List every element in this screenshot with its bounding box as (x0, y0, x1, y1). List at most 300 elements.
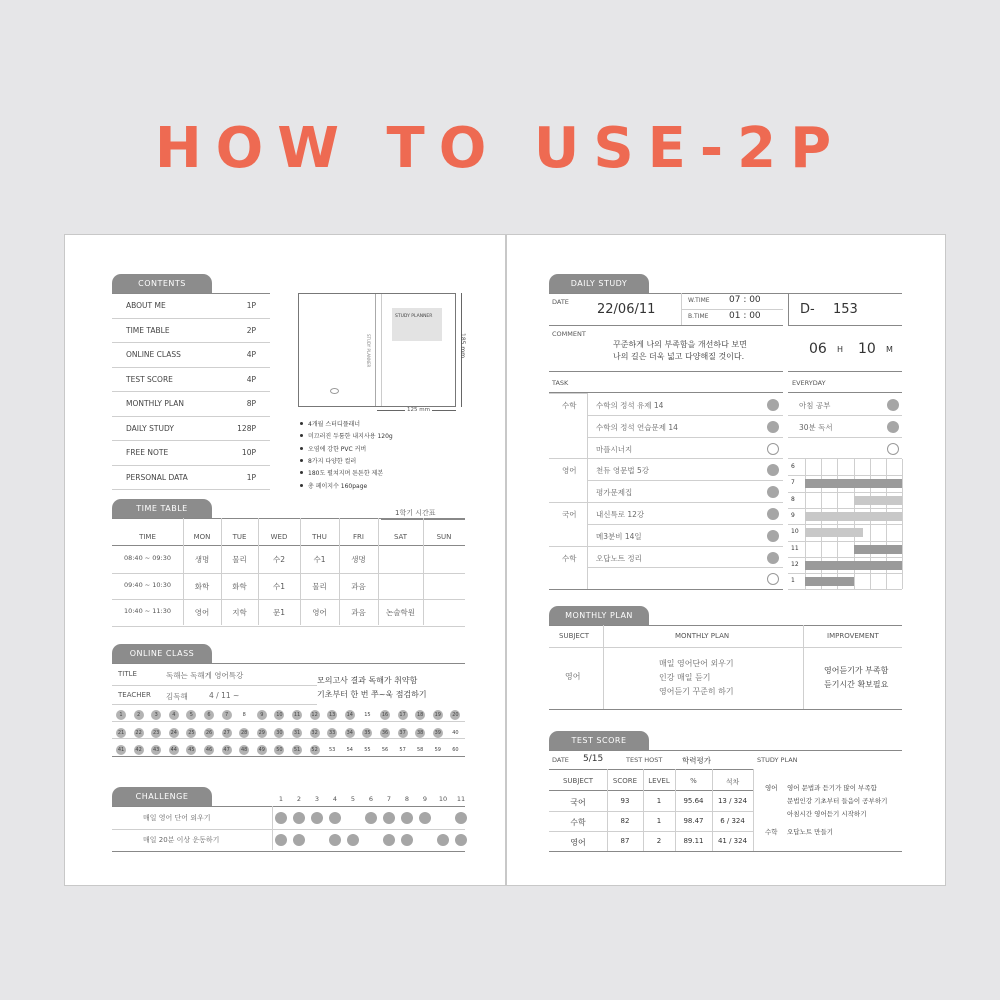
toc-label: FREE NOTE (126, 448, 169, 458)
session-24: 24 (170, 729, 177, 736)
session-6: 6 (204, 710, 214, 720)
task-subject: 영어 (562, 466, 577, 476)
divider (378, 518, 379, 625)
monthly-subject: 영어 (565, 672, 581, 681)
session-36: 36 (381, 729, 389, 736)
session-12: 12 (311, 712, 318, 718)
divider (587, 502, 783, 503)
session-3: 3 (151, 710, 161, 720)
session-48: 48 (241, 747, 248, 753)
toc-row (112, 392, 270, 417)
divider (258, 518, 259, 625)
timetable-header: THU (312, 533, 327, 541)
width-label: 125 mm (407, 407, 430, 413)
challenge-done-dot (293, 812, 305, 824)
divider (587, 524, 783, 525)
task-check-done[interactable] (767, 421, 779, 433)
task-check-done[interactable] (767, 552, 779, 564)
divider (272, 806, 273, 850)
session-47: 47 (223, 747, 230, 753)
session-5: 5 (186, 710, 196, 720)
session-49: 49 (258, 747, 265, 753)
session-13: 13 (329, 712, 336, 718)
score-cell: 1 (656, 817, 662, 825)
monthly-plan-tab: MONTHLY PLAN (549, 606, 649, 625)
divider (549, 589, 783, 590)
session-25: 25 (188, 729, 195, 736)
timetable-cell: 08:40 ~ 09:30 (123, 554, 172, 562)
toc-label: ABOUT ME (126, 301, 166, 311)
divider (549, 811, 753, 812)
divider (549, 502, 587, 503)
timetable-cell: 과음 (351, 608, 366, 617)
minutes-unit: M (886, 345, 893, 354)
timetable-header: TIME (139, 533, 156, 541)
feature-item: 4개월 스터디플래너 (308, 421, 361, 428)
score-cell: 89.11 (683, 837, 704, 845)
toc-label: PERSONAL DATA (126, 472, 188, 482)
bullet-icon (300, 471, 303, 474)
online-memo-2: 기초부터 한 번 쭈~욱 점검하기 (317, 690, 427, 699)
challenge-day: 4 (332, 795, 338, 803)
test-host-value: 학력평가 (682, 756, 711, 765)
timetable-cell: 영어 (194, 608, 210, 617)
task-text: 평가문제집 (596, 488, 633, 498)
challenge-day: 6 (368, 795, 374, 803)
bullet-icon (300, 422, 303, 425)
timetable-cell: 영어 (312, 608, 327, 617)
session-27: 27 (223, 729, 230, 736)
session-55: 55 (364, 747, 371, 753)
online-date-value: 4 / 11 ~ (209, 691, 240, 700)
task-check-done[interactable] (767, 486, 779, 498)
challenge-day: 2 (296, 795, 302, 803)
timetable-cell: 09:40 ~ 10:30 (123, 580, 172, 589)
cover-emblem-icon (330, 388, 339, 394)
divider (549, 790, 753, 791)
everyday-check-empty[interactable] (887, 443, 899, 455)
session-21: 21 (117, 729, 125, 736)
score-cell: 1 (656, 797, 662, 805)
dday-value: 153 (833, 302, 858, 317)
toc-page: 10P (241, 448, 256, 458)
session-28: 28 (241, 729, 248, 736)
session-59: 59 (434, 747, 441, 753)
session-19: 19 (434, 712, 441, 718)
monthly-plan-3: 영어듣기 꾸준히 하기 (659, 687, 734, 696)
timetable-term: 1학기 시간표 (395, 509, 436, 517)
task-text: 수학의 정석 연습문제 14 (596, 422, 678, 432)
toc-page: 1P (246, 472, 256, 482)
toc-page: 128P (237, 423, 256, 433)
toc-row (112, 466, 270, 491)
everyday-label: EVERYDAY (792, 379, 826, 387)
divider (902, 459, 903, 589)
task-check-done[interactable] (767, 399, 779, 411)
session-38: 38 (417, 729, 424, 736)
challenge-label: 매일 20분 이상 운동하기 (143, 836, 220, 844)
session-57: 57 (399, 747, 406, 753)
divider (300, 518, 301, 625)
divider (788, 589, 902, 590)
challenge-done-dot (275, 834, 287, 846)
height-label: 185 mm (459, 333, 466, 359)
monthly-plan-1: 매일 영어단어 외우기 (659, 659, 734, 668)
session-18: 18 (417, 712, 424, 718)
score-cell: 95.64 (683, 797, 704, 805)
toc-page: 2P (246, 325, 256, 335)
session-33: 33 (329, 729, 336, 736)
hours-unit: H (837, 345, 844, 354)
divider (339, 518, 340, 625)
planner-illustration (298, 293, 456, 407)
session-11: 11 (293, 712, 301, 718)
session-26: 26 (205, 729, 213, 736)
score-header: SUBJECT (562, 777, 594, 785)
study-plan-line: 오답노트 만들기 (787, 828, 834, 836)
challenge-done-dot (401, 812, 413, 824)
challenge-day: 3 (314, 795, 320, 803)
score-cell: 13 / 324 (717, 797, 748, 805)
challenge-label: 매일 영어 단어 외우기 (143, 814, 211, 822)
session-8: 8 (242, 712, 246, 718)
cover-title: STUDY PLANNER (395, 314, 433, 319)
divider (712, 769, 713, 851)
session-51: 51 (293, 747, 301, 753)
task-text: 마플시너지 (596, 444, 633, 454)
challenge-done-dot (311, 812, 323, 824)
session-7: 7 (222, 710, 232, 720)
toc-label: MONTHLY PLAN (126, 399, 184, 409)
bullet-icon (300, 447, 303, 450)
timeline-hour: 10 (791, 528, 799, 536)
toc-page: 4P (246, 350, 256, 360)
divider (549, 831, 753, 832)
task-check-empty[interactable] (767, 573, 779, 585)
session-30: 30 (276, 729, 283, 736)
divider (788, 415, 902, 416)
monthly-header-plan: MONTHLY PLAN (675, 632, 730, 640)
spine-text: STUDY PLANNER (366, 334, 371, 368)
challenge-done-dot (401, 834, 413, 846)
task-text: 천듀 영문법 5강 (596, 466, 650, 476)
challenge-done-dot (293, 834, 305, 846)
contents-tab: CONTENTS (112, 274, 212, 293)
divider (112, 599, 465, 600)
timeline-bar (805, 528, 863, 537)
timetable-cell: 물리 (312, 581, 327, 591)
study-plan-subject: 영어 (765, 784, 778, 792)
divider (112, 829, 465, 830)
feature-item: 8가지 다양한 컬러 (308, 457, 357, 465)
divider (643, 769, 644, 851)
session-41: 41 (117, 747, 125, 753)
bullet-icon (300, 459, 303, 462)
divider (183, 518, 184, 625)
test-date-value: 5/15 (583, 754, 604, 764)
toc-page: 4P (246, 374, 256, 384)
divider (112, 573, 465, 574)
timetable-cell: 수1 (272, 581, 286, 591)
session-17: 17 (399, 712, 406, 718)
divider (112, 626, 465, 627)
session-42: 42 (135, 747, 142, 753)
feature-item: 180도 펼쳐지며 튼튼한 제본 (308, 470, 384, 478)
divider (587, 393, 588, 589)
challenge-done-dot (275, 812, 287, 824)
divider (587, 567, 783, 568)
divider (587, 480, 783, 481)
timetable-header: SAT (393, 533, 408, 541)
timeline-hour: 1 (791, 577, 795, 585)
comment-line-2: 나의 길은 더욱 넓고 다양해질 것이다. (613, 352, 745, 361)
btime-value: 01 : 00 (729, 311, 761, 321)
wtime-value: 07 : 00 (729, 295, 761, 305)
session-56: 56 (381, 747, 389, 753)
timetable-header: SUN (436, 533, 452, 541)
timeline-bar (805, 479, 902, 488)
challenge-day: 8 (404, 795, 410, 803)
timetable-cell: 문1 (272, 608, 286, 617)
session-34: 34 (346, 729, 353, 736)
toc-label: TEST SCORE (126, 374, 173, 384)
session-15: 15 (364, 712, 371, 718)
timetable-cell: 10:40 ~ 11:30 (123, 607, 172, 615)
challenge-day: 10 (438, 795, 448, 803)
session-35: 35 (364, 729, 371, 736)
divider (587, 546, 783, 547)
score-header: LEVEL (648, 777, 670, 785)
everyday-check-done[interactable] (887, 399, 899, 411)
study-plan-line: 문법인강 기초부터 들음이 공부하기 (787, 797, 888, 805)
divider (675, 769, 676, 851)
toc-label: DAILY STUDY (126, 423, 174, 433)
session-4: 4 (169, 710, 179, 720)
task-check-done[interactable] (767, 464, 779, 476)
timetable-header: MON (193, 533, 211, 541)
task-text: 내신특로 12강 (596, 510, 645, 519)
score-cell: 6 / 324 (720, 817, 745, 825)
session-60: 60 (452, 747, 459, 753)
divider (112, 756, 465, 757)
session-23: 23 (153, 729, 160, 736)
score-cell: 93 (620, 797, 630, 805)
toc-page: 8P (246, 399, 256, 409)
toc-row (112, 343, 270, 368)
challenge-day: 7 (386, 795, 392, 803)
timetable-tab: TIME TABLE (112, 499, 212, 518)
session-53: 53 (329, 747, 336, 753)
timetable-header: TUE (232, 533, 247, 541)
everyday-task: 30분 독서 (799, 422, 833, 432)
task-check-empty[interactable] (767, 443, 779, 455)
toc-row (112, 368, 270, 393)
online-title-value: 독해는 독해게 영어특강 (166, 671, 244, 680)
session-43: 43 (153, 747, 160, 753)
timetable-cell: 화학 (194, 581, 210, 591)
study-plan-line: 영어 문법과 듣기가 많이 부족함 (787, 784, 877, 792)
session-16: 16 (381, 712, 389, 718)
challenge-day: 9 (422, 795, 428, 803)
session-32: 32 (311, 729, 318, 736)
feature-item: 미끄러진 두툼한 내지사용 120g (308, 433, 393, 441)
timetable-cell: 생명 (351, 555, 366, 564)
divider (549, 546, 587, 547)
study-plan-line: 아침시간 영어듣기 시작하기 (787, 810, 867, 818)
comment-label: COMMENT (552, 330, 586, 338)
score-cell: 82 (620, 817, 630, 825)
session-14: 14 (346, 712, 353, 718)
test-score-tab: TEST SCORE (549, 731, 649, 750)
daily-date-label: DATE (552, 298, 569, 306)
study-plan-subject: 수학 (765, 828, 778, 836)
timeline-hour: 6 (791, 463, 795, 470)
timeline-bar (805, 561, 902, 570)
wtime-label: W.TIME (688, 297, 710, 304)
divider (587, 458, 783, 459)
challenge-done-dot (455, 812, 467, 824)
session-52: 52 (311, 747, 318, 753)
session-1: 1 (116, 710, 126, 720)
bullet-icon (300, 484, 303, 487)
improvement-2: 듣기시간 확보필요 (824, 680, 889, 689)
divider (788, 437, 902, 438)
timetable-cell: 수1 (313, 555, 326, 564)
everyday-check-done[interactable] (887, 421, 899, 433)
score-cell: 87 (620, 837, 630, 845)
challenge-done-dot (419, 812, 431, 824)
timetable-cell: 과음 (351, 581, 366, 591)
challenge-done-dot (437, 834, 449, 846)
task-check-done[interactable] (767, 508, 779, 520)
feature-item: 오염에 강한 PVC 커버 (308, 445, 367, 453)
session-22: 22 (135, 729, 142, 736)
divider (607, 769, 608, 851)
toc-row (112, 441, 270, 466)
online-teacher-label: TEACHER (118, 691, 151, 699)
divider (549, 458, 587, 459)
timetable-cell: 생명 (194, 555, 210, 564)
session-10: 10 (276, 712, 283, 718)
challenge-day: 5 (350, 795, 356, 803)
score-cell: 수학 (570, 818, 586, 827)
daily-date-value: 22/06/11 (597, 302, 656, 317)
session-2: 2 (134, 710, 144, 720)
session-9: 9 (257, 710, 267, 720)
challenge-done-dot (329, 812, 341, 824)
timeline-hour: 8 (791, 495, 795, 503)
improvement-1: 영어듣기가 부족함 (824, 666, 889, 675)
monthly-header-subject: SUBJECT (559, 632, 590, 640)
left-page (64, 234, 506, 886)
challenge-done-dot (383, 834, 395, 846)
score-header: % (690, 777, 697, 785)
dday-label: D- (800, 302, 815, 317)
online-class-tab: ONLINE CLASS (112, 644, 212, 663)
test-date-label: DATE (552, 756, 569, 764)
monthly-header-improvement: IMPROVEMENT (827, 632, 879, 640)
online-title-label: TITLE (118, 670, 137, 678)
daily-study-tab: DAILY STUDY (549, 274, 649, 293)
timetable-cell: 논술학원 (386, 608, 415, 617)
divider (112, 851, 465, 852)
divider (221, 518, 222, 625)
score-header: SCORE (612, 777, 638, 785)
divider (549, 393, 587, 394)
divider (112, 545, 465, 546)
online-teacher-value: 김독해 (166, 692, 188, 701)
timetable-header: WED (270, 533, 288, 541)
monthly-plan-2: 인강 매일 듣기 (659, 673, 711, 682)
test-host-label: TEST HOST (626, 756, 663, 764)
challenge-tab: CHALLENGE (112, 787, 212, 806)
toc-row (112, 417, 270, 442)
feature-item: 총 페이지수 160page (308, 482, 368, 490)
divider (112, 721, 465, 722)
divider (112, 738, 465, 739)
challenge-done-dot (347, 834, 359, 846)
timeline-bar (805, 512, 902, 521)
session-31: 31 (293, 729, 301, 736)
session-44: 44 (170, 747, 177, 753)
timeline-hour: 7 (791, 479, 795, 487)
score-cell: 98.47 (683, 817, 704, 825)
task-check-done[interactable] (767, 530, 779, 542)
session-39: 39 (434, 729, 441, 736)
session-37: 37 (399, 729, 406, 736)
online-memo-1: 모의고사 결과 독해가 취약함 (317, 676, 418, 685)
timeline-bar (805, 577, 854, 586)
comment-line-1: 꾸준하게 나의 부족함을 개선하다 보면 (613, 340, 747, 349)
session-58: 58 (417, 747, 424, 753)
toc-label: TIME TABLE (126, 325, 170, 335)
task-text: 수학의 정석 유제 14 (596, 401, 664, 410)
timetable-cell: 화학 (232, 581, 247, 591)
btime-label: B.TIME (688, 313, 709, 320)
task-label: TASK (552, 379, 569, 387)
timeline-hour: 12 (791, 560, 799, 568)
toc-row (112, 294, 270, 319)
timeline-hour: 11 (791, 544, 799, 552)
task-text: 오답노트 정리 (596, 553, 642, 563)
session-50: 50 (276, 747, 283, 753)
challenge-done-dot (365, 812, 377, 824)
challenge-day: 1 (278, 795, 284, 803)
timetable-cell: 지학 (232, 608, 247, 617)
challenge-done-dot (329, 834, 341, 846)
challenge-day: 11 (456, 795, 466, 803)
session-45: 45 (188, 747, 195, 753)
timetable-cell: 수2 (272, 555, 286, 564)
score-header: 석차 (725, 778, 740, 786)
study-plan-label: STUDY PLAN (757, 756, 798, 764)
timeline-hour: 9 (791, 511, 795, 519)
session-46: 46 (205, 747, 213, 753)
toc-label: ONLINE CLASS (126, 350, 181, 360)
toc-page: 1P (246, 301, 256, 311)
session-54: 54 (346, 747, 353, 753)
score-cell: 국어 (570, 798, 586, 807)
timetable-cell: 물리 (232, 555, 247, 564)
right-page (506, 234, 946, 886)
session-40: 40 (452, 729, 459, 736)
page-heading: HOW TO USE-2P (154, 116, 846, 181)
task-subject: 수학 (562, 401, 577, 410)
task-subject: 수학 (562, 553, 577, 563)
timetable-header: FRI (353, 533, 364, 541)
score-cell: 2 (656, 837, 662, 845)
timeline-bar (854, 496, 903, 505)
